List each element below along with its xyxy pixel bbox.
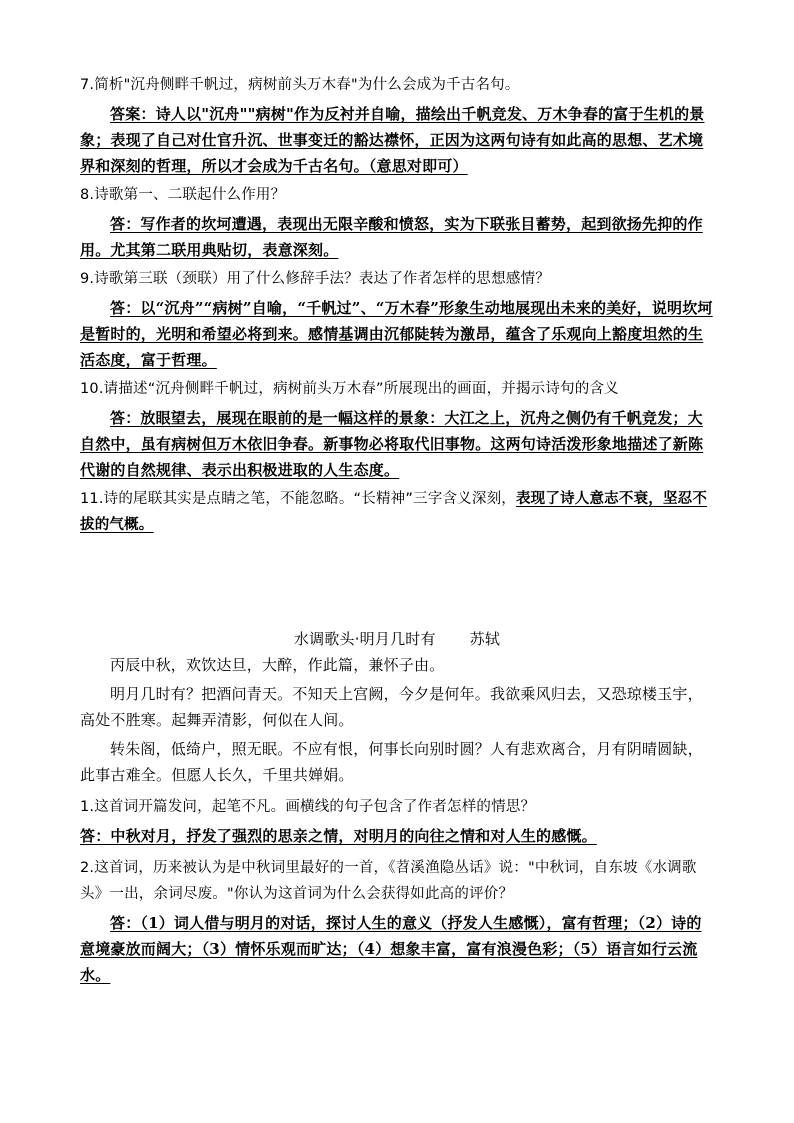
poem-question-2: 2.这首词，历来被认为是中秋词里最好的一首，《苕溪渔隐丛话》说："中秋词，自东坡《水调歌头》一出，余词尽废。"你认为这首词为什么会获得如此高的评价？ bbox=[80, 860, 697, 902]
answer-8 bbox=[80, 211, 714, 263]
section-gap bbox=[80, 538, 714, 626]
answer-9-text: 答：以“沉舟”“病树”自喻，“千帆过”、“万木春”形象生动地展现出未来的美好，说明坎坷是暂时的，光明和希望必将到来。感情基调由沉郁陡转为激昂，蕴含了乐观向上豁度坦然的生活态度，富于哲理。 bbox=[80, 299, 713, 369]
answer-10-text: 答：放眼望去，展现在眼前的是一幅这样的景象：大江之上，沉舟之侧仍有千帆竞发；大自然中，虽有病树但万木依旧争春。新事物必将取代旧事物。这两句诗活泼形象地描述了新陈代谢的自然规律、表示出积极进取的人生态度。 bbox=[80, 409, 704, 479]
answer-10 bbox=[80, 405, 714, 483]
question-11 bbox=[80, 486, 714, 538]
question-8: 8.诗歌第一、二联起什么作用？ bbox=[80, 187, 286, 203]
answer-9 bbox=[80, 295, 714, 373]
answer-8-text: 答：写作者的坎坷遭遇，表现出无限辛酸和愤怒，实为下联张目蓄势，起到欲扬先抑的作用。尤其第二联用典贴切，表意深刻。 bbox=[80, 215, 703, 259]
answer-7-text: 答案：诗人以"沉舟""病树"作为反衬并自喻，描绘出千帆竞发、万木争春的富于生机的景象；表现了自己对仕官升沉、世事变迁的豁达襟怀，正因为这两句诗有如此高的思想、艺术境界和深刻的哲理，所以才会成为千古名句。（意思对即可） bbox=[80, 105, 705, 175]
question-11-text: 11.诗的尾联其实是点睛之笔，不能忽略。“长精神”三字含义深刻， bbox=[80, 491, 516, 507]
question-10: 10.请描述“沉舟侧畔千帆过，病树前头万木春”所展现出的画面，并揭示诗句的含义 bbox=[80, 381, 619, 397]
answer-11-text: 表现了诗人意志不衰，坚忍不拔的气概。 bbox=[80, 491, 708, 533]
poem-answer-1 bbox=[80, 823, 714, 849]
poem-preface: 丙辰中秋，欢饮达旦，大醉，作此篇，兼怀子由。 bbox=[110, 656, 445, 674]
answer-7 bbox=[80, 101, 714, 179]
question-9: 9.诗歌第三联（颈联）用了什么修辞手法？表达了作者怎样的思想感情？ bbox=[80, 271, 550, 287]
poem-answer-1-text: 答：中秋对月，抒发了强烈的思亲之情，对明月的向往之情和对人生的感慨。 bbox=[80, 827, 597, 845]
poem-answer-2-text: 答：（1）词人借与明月的对话，探讨人生的意义（抒发人生感慨），富有哲理；（2）诗的意境豪放而阔大；（3）情怀乐观而旷达；（4）想象丰富，富有浪漫色彩；（5）语言如行云流水。 bbox=[80, 914, 702, 984]
poem-question-1: 1.这首词开篇发问，起笔不凡。画横线的句子包含了作者怎样的情思？ bbox=[80, 799, 536, 815]
poem-answer-2 bbox=[80, 910, 714, 988]
poem-author: 苏轼 bbox=[469, 630, 501, 648]
document-page bbox=[80, 72, 714, 988]
poem-stanza-1: 明月几时有？把酒问青天。不知天上宫阙，今夕是何年。我欲乘风归去，又恐琼楼玉宇，高处不胜寒。起舞弄清影，何似在人间。 bbox=[80, 685, 703, 729]
poem-title-text: 水调歌头·明月几时有 bbox=[293, 630, 436, 648]
poem-stanza-2: 转朱阁，低绮户，照无眠。不应有恨，何事长向别时圆？人有悲欢离合，月有阴晴圆缺，此事古难全。但愿人长久，千里共婵娟。 bbox=[80, 740, 703, 784]
poem-title bbox=[80, 626, 714, 652]
question-7: 7.简析"沉舟侧畔千帆过，病树前头万木春"为什么会成为千古名句。 bbox=[80, 77, 520, 93]
